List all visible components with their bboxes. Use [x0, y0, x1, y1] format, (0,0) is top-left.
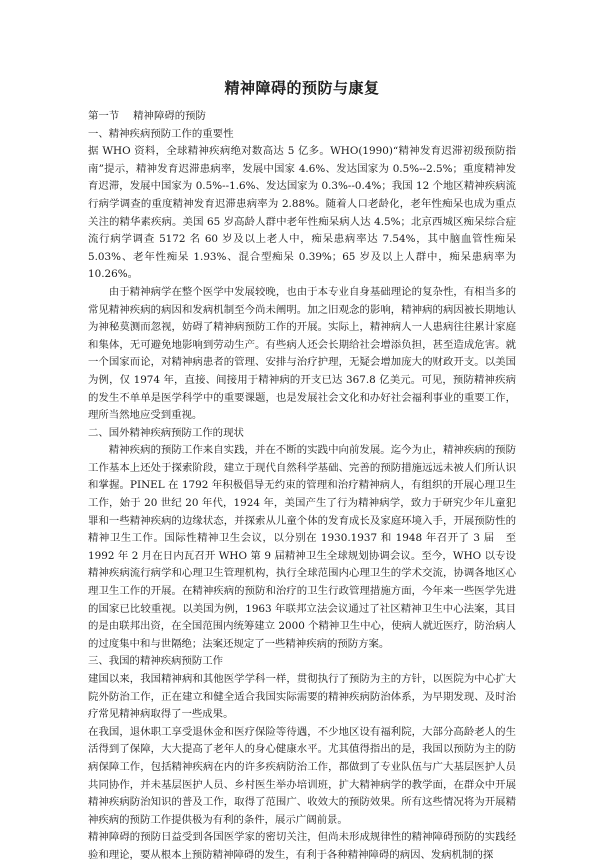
subhead-importance: 一、精神疾病预防工作的重要性 [88, 127, 234, 140]
paragraph: 建国以来，我国精神病和其他医学学科一样，贯彻执行了预防为主的方针，以医院为中心扩大院外防治工作，正在建立和健全适合我国实际需要的精神疾病防治体系，为早期发现、及时治疗常见精神病取得了一些成果。 [88, 673, 516, 721]
section-number: 第一节 [88, 110, 120, 122]
document-title: 精神障碍的预防与康复 [224, 79, 380, 97]
subhead-domestic-work: 三、我国的精神疾病预防工作 [88, 655, 224, 668]
paragraph: 由于精神病学在整个医学中发展较晚，也由于本专业自身基础理论的复杂性，有相当多的常见精神疾病的病因和发病机制至今尚未阐明。加之旧观念的影响，精神病的病因被长期地认为神秘莫测而忽视，妨碍了精神病预防工作的开展。实际上，精神病人一人患病往往累计家庭和集体，无可避免地影响到劳动生产。有些病人还会长期给社会增添负担，甚至造成危害。就一个国家而论，对精神病患者的管理、安排与治疗护理，无疑会增加庞大的财政开支。以美国为例，仅 1974 年，直接、间接用于精神病的开支已达 367.8 亿美元。可见，预防精神疾病的发生不单单是医学科学中的重要课题，也是发展社会文化和办好社会福利事业的重要工作，理所当然地应受到重视。 [88, 285, 516, 422]
paragraph: 精神障碍的预防日益受到各国医学家的密切关注，但尚未形成规律性的精神障碍预防的实践经验和理论，要从根本上预防精神障碍的发生，有利于各种精神障碍的病因、发病机制的探 [88, 831, 516, 861]
subhead-foreign-status: 二、国外精神疾病预防工作的现状 [88, 426, 244, 439]
paragraph: 据 WHO 资料，全球精神疾病绝对数高达 5 亿多。WHO(1990)“精神发育迟滞初级预防指南”提示，精神发育迟滞患病率，发展中国家 4.6%、发达国家为 0.5%--2.5%；重度精神发育迟滞，发展中国家为 0.5%--1.6%、发达国家为 0.3%--0.4%；我国 12 个地区精神疾病流行病学调查的重度精神发育迟滞患病率为 2.88%。随着人口老龄化，老年性痴呆也成为重点关注的精华素疾病。美国 65 岁高龄人群中老年性痴呆病人达 4.5%；北京西城区痴呆综合症流行病学调查 5172 名 60 岁及以上老人中，痴呆患病率达 7.54%，其中脑血管性痴呆 5.03%、老年性痴呆 1.93%、混合型痴呆 0.39%；65 岁及以上人群中，痴呆患病率为 10.26%。 [88, 145, 516, 281]
section-heading [88, 108, 516, 126]
section-title: 精神障碍的预防 [133, 110, 206, 122]
paragraph: 精神疾病的预防工作来自实践，并在不断的实践中向前发展。迄今为止，精神疾病的预防工作基本上还处于探索阶段，建立于现代自然科学基础、完善的预防措施远远未被人们所认识和掌握。PINEL 在 1792 年积极倡导无约束的管理和治疗精神病人，有组织的开展心理卫生工作，始于 20 世纪 20 年代，1924 年，美国产生了行为精神病学，致力于研究少年儿童犯罪和一些精神疾病的边缘状态，并探索从儿童个体的发育成长及家庭环境入手，开展预防性的精神卫生工作。国际性精神卫生会议，以分别在 1930.1937 和 1948 年召开了 3 届 至 1992 年 2 月在日内瓦召开 WHO 第 9 届精神卫生全球规划协调会议。至今，WHO 以专设精神疾病流行病学和心理卫生管理机构，执行全球范围内心理卫生的学术交流，协调各地区心理卫生工作的开展。在精神疾病的预防和治疗的卫生行政管理措施方面，今年来一些医学先进的国家已比较重视。以美国为例，1963 年联邦立法会议通过了社区精神卫生中心法案，其目的是由联邦出资，在全国范围内统筹建立 2000 个精神卫生中心，使病人就近医疗，防治病人的过度集中和与世隔绝；法案还规定了一些精神疾病的预防方案。 [88, 444, 516, 650]
paragraph: 在我国，退休职工享受退休金和医疗保险等待遇，不少地区设有福利院，大部分高龄老人的生活得到了保障，大大提高了老年人的身心健康水平。尤其值得指出的是，我国以预防为主的防病保障工作，包括精神疾病在内的许多疾病防治工作，都做到了专业队伍与广大基层医护人员共同协作，并未基层医护人员、乡村医生举办培训班，扩大精神病学的教学面，在群众中开展精神疾病防治知识的普及工作，取得了范围广、收效大的预防效果。所有这些情况将为开展精神疾病的预防工作提供极为有利的条件，展示广阔前景。 [88, 725, 516, 826]
